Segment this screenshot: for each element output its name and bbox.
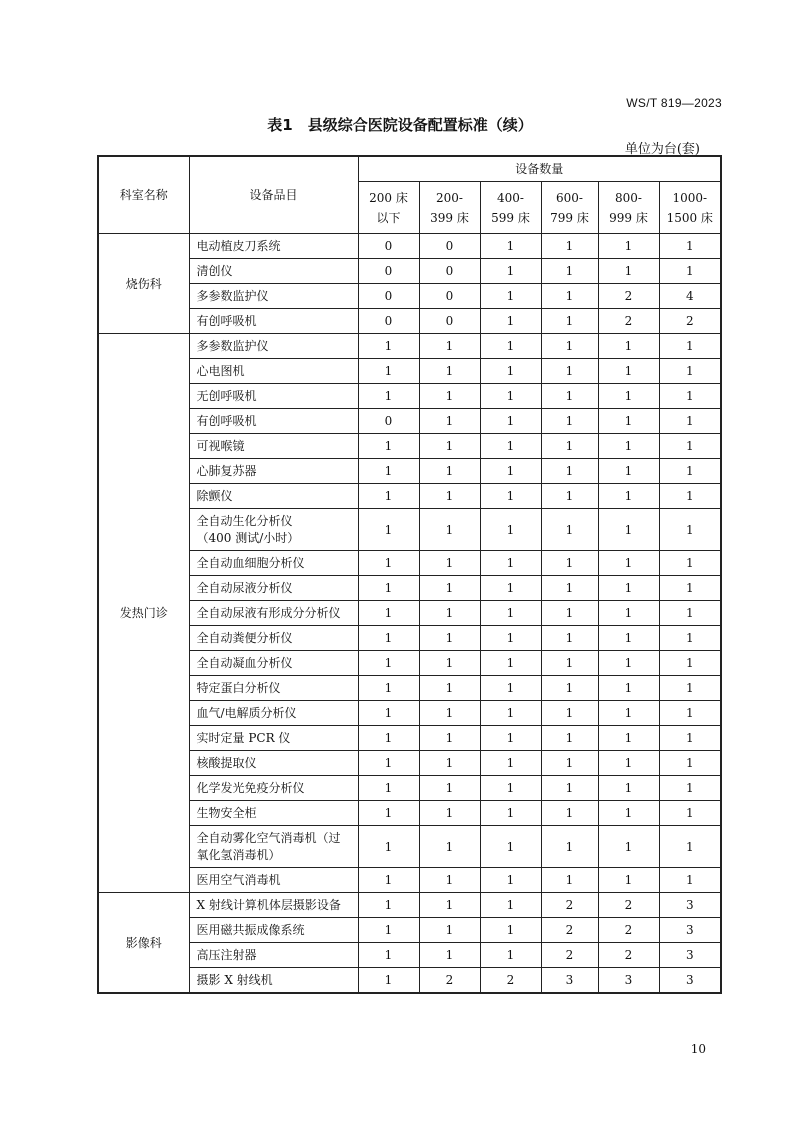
quantity-cell: 1 (419, 359, 480, 384)
quantity-cell: 1 (358, 651, 419, 676)
item-cell (189, 334, 358, 359)
item-cell (189, 676, 358, 701)
quantity-cell: 1 (541, 309, 598, 334)
quantity-cell: 1 (541, 551, 598, 576)
quantity-cell: 1 (598, 409, 659, 434)
quantity-cell: 1 (480, 576, 541, 601)
table-row (98, 676, 721, 701)
quantity-cell: 1 (480, 409, 541, 434)
quantity-cell: 1 (419, 651, 480, 676)
quantity-cell: 1 (659, 801, 721, 826)
quantity-cell: 1 (419, 626, 480, 651)
table-row (98, 868, 721, 893)
quantity-cell: 1 (598, 868, 659, 893)
quantity-cell: 1 (480, 284, 541, 309)
quantity-cell: 1 (358, 576, 419, 601)
quantity-cell: 1 (541, 484, 598, 509)
quantity-cell: 1 (419, 943, 480, 968)
table-row (98, 259, 721, 284)
table-row (98, 309, 721, 334)
bed-size-header: 1000- 1500 床 (659, 182, 721, 234)
table-title: 表1 县级综合医院设备配置标准（续） (267, 116, 533, 134)
item-text: 全自动血细胞分析仪 (196, 555, 305, 570)
item-cell (189, 801, 358, 826)
quantity-cell: 3 (659, 893, 721, 918)
item-text: 全自动生化分析仪 (196, 513, 293, 528)
table-row (98, 601, 721, 626)
table-row (98, 893, 721, 918)
item-text: 可视喉镜 (196, 438, 245, 453)
quantity-cell: 1 (659, 601, 721, 626)
item-text: 多参数监护仪 (196, 288, 269, 303)
quantity-cell: 1 (598, 359, 659, 384)
quantity-cell: 1 (541, 868, 598, 893)
quantity-cell: 1 (480, 384, 541, 409)
quantity-cell: 1 (598, 384, 659, 409)
item-cell (189, 259, 358, 284)
item-cell (189, 284, 358, 309)
quantity-cell: 1 (541, 284, 598, 309)
table-row (98, 726, 721, 751)
quantity-cell: 1 (419, 551, 480, 576)
bed-size-header: 400- 599 床 (480, 182, 541, 234)
quantity-cell: 1 (358, 751, 419, 776)
quantity-cell: 0 (358, 409, 419, 434)
item-cell (189, 826, 358, 868)
quantity-cell: 1 (480, 676, 541, 701)
item-cell (189, 359, 358, 384)
quantity-cell: 1 (541, 826, 598, 868)
quantity-cell: 2 (480, 968, 541, 994)
quantity-cell: 1 (480, 459, 541, 484)
item-text: 医用磁共振成像系统 (196, 922, 305, 937)
dept-cell: 影像科 (98, 893, 189, 994)
table-row (98, 359, 721, 384)
quantity-cell: 1 (541, 801, 598, 826)
quantity-cell: 1 (598, 576, 659, 601)
quantity-cell: 3 (659, 943, 721, 968)
item-cell (189, 626, 358, 651)
quantity-cell: 1 (659, 676, 721, 701)
quantity-cell: 1 (480, 359, 541, 384)
quantity-cell: 1 (480, 626, 541, 651)
quantity-cell: 1 (541, 409, 598, 434)
item-cell (189, 409, 358, 434)
quantity-cell: 1 (541, 626, 598, 651)
quantity-cell: 0 (419, 259, 480, 284)
table-row (98, 918, 721, 943)
quantity-cell: 1 (358, 968, 419, 994)
item-text: （400 测试/小时） (196, 530, 300, 545)
table-row (98, 459, 721, 484)
quantity-cell: 1 (419, 868, 480, 893)
quantity-cell: 1 (419, 434, 480, 459)
quantity-cell: 1 (358, 726, 419, 751)
quantity-cell: 1 (598, 726, 659, 751)
table-row (98, 484, 721, 509)
quantity-cell: 1 (419, 776, 480, 801)
table-row (98, 651, 721, 676)
bed-size-header: 800- 999 床 (598, 182, 659, 234)
quantity-cell: 1 (598, 601, 659, 626)
bed-size-header: 200- 399 床 (419, 182, 480, 234)
item-text: 心电图机 (196, 363, 245, 378)
item-cell (189, 576, 358, 601)
quantity-cell: 3 (598, 968, 659, 994)
quantity-cell: 1 (480, 801, 541, 826)
quantity-cell: 1 (598, 259, 659, 284)
item-cell (189, 459, 358, 484)
quantity-cell: 1 (480, 234, 541, 259)
item-text: 无创呼吸机 (196, 388, 257, 403)
item-text: 全自动尿液有形成分分析仪 (196, 605, 341, 620)
table-row (98, 576, 721, 601)
quantity-cell: 2 (598, 893, 659, 918)
quantity-cell: 2 (598, 309, 659, 334)
quantity-cell: 1 (659, 651, 721, 676)
document-code: WS/T 819—2023 (626, 96, 722, 110)
quantity-cell: 1 (419, 409, 480, 434)
quantity-cell: 1 (358, 626, 419, 651)
quantity-cell: 1 (358, 826, 419, 868)
quantity-cell: 1 (419, 601, 480, 626)
quantity-cell: 1 (598, 701, 659, 726)
quantity-cell: 1 (358, 484, 419, 509)
item-cell (189, 868, 358, 893)
quantity-cell: 1 (480, 726, 541, 751)
quantity-cell: 1 (419, 801, 480, 826)
table-row (98, 409, 721, 434)
table-row (98, 434, 721, 459)
quantity-cell: 1 (598, 509, 659, 551)
quantity-cell: 1 (541, 434, 598, 459)
quantity-cell: 1 (659, 509, 721, 551)
quantity-cell: 3 (659, 918, 721, 943)
quantity-cell: 1 (419, 676, 480, 701)
quantity-cell: 1 (541, 359, 598, 384)
quantity-cell: 1 (419, 726, 480, 751)
quantity-cell: 1 (480, 751, 541, 776)
item-text: 全自动粪便分析仪 (196, 630, 293, 645)
quantity-cell: 1 (659, 259, 721, 284)
dept-column-header: 科室名称 (98, 156, 189, 234)
quantity-cell: 2 (598, 918, 659, 943)
quantity-cell: 1 (659, 359, 721, 384)
dept-cell: 发热门诊 (98, 334, 189, 893)
table-row (98, 334, 721, 359)
quantity-cell: 1 (419, 576, 480, 601)
table-row (98, 776, 721, 801)
dept-cell: 烧伤科 (98, 234, 189, 334)
quantity-cell: 1 (598, 826, 659, 868)
quantity-cell: 1 (659, 751, 721, 776)
quantity-cell: 1 (541, 676, 598, 701)
quantity-cell: 1 (480, 893, 541, 918)
quantity-cell: 1 (659, 701, 721, 726)
quantity-cell: 1 (659, 459, 721, 484)
quantity-cell: 1 (358, 509, 419, 551)
quantity-cell: 1 (358, 801, 419, 826)
item-cell (189, 751, 358, 776)
item-text: 有创呼吸机 (196, 413, 257, 428)
equipment-table (97, 155, 722, 994)
table-row (98, 626, 721, 651)
item-cell (189, 968, 358, 994)
quantity-cell: 1 (659, 234, 721, 259)
table-row (98, 751, 721, 776)
quantity-cell: 1 (358, 334, 419, 359)
item-text: 电动植皮刀系统 (196, 238, 281, 253)
quantity-cell: 3 (541, 968, 598, 994)
quantity-cell: 1 (659, 868, 721, 893)
quantity-cell: 1 (358, 868, 419, 893)
item-cell (189, 551, 358, 576)
item-text: 特定蛋白分析仪 (196, 680, 281, 695)
item-text: 高压注射器 (196, 947, 257, 962)
quantity-cell: 1 (541, 726, 598, 751)
quantity-cell: 1 (541, 651, 598, 676)
quantity-cell: 0 (358, 234, 419, 259)
table-body (98, 234, 721, 994)
item-cell (189, 701, 358, 726)
quantity-cell: 1 (541, 601, 598, 626)
quantity-cell: 1 (358, 918, 419, 943)
quantity-cell: 2 (659, 309, 721, 334)
quantity-cell: 1 (541, 334, 598, 359)
quantity-cell: 1 (358, 459, 419, 484)
item-text: 生物安全柜 (196, 805, 257, 820)
item-text: 全自动雾化空气消毒机（过 (196, 830, 341, 845)
quantity-cell: 1 (480, 776, 541, 801)
quantity-cell: 1 (480, 868, 541, 893)
quantity-cell: 1 (598, 551, 659, 576)
quantity-cell: 1 (598, 459, 659, 484)
item-text: 全自动尿液分析仪 (196, 580, 293, 595)
bed-size-header: 600- 799 床 (541, 182, 598, 234)
quantity-cell: 0 (419, 234, 480, 259)
item-cell (189, 893, 358, 918)
item-text: 实时定量 PCR 仪 (196, 730, 291, 745)
quantity-cell: 1 (358, 359, 419, 384)
quantity-cell: 1 (358, 776, 419, 801)
quantity-cell: 1 (598, 484, 659, 509)
item-text: 有创呼吸机 (196, 313, 257, 328)
quantity-cell: 1 (659, 776, 721, 801)
unit-note: 单位为台(套) (624, 142, 700, 157)
table-row (98, 968, 721, 994)
item-column-header: 设备品目 (189, 156, 358, 234)
item-text: 清创仪 (196, 263, 233, 278)
quantity-cell: 1 (419, 826, 480, 868)
item-cell (189, 484, 358, 509)
quantity-cell: 1 (541, 509, 598, 551)
quantity-cell: 1 (541, 259, 598, 284)
quantity-cell: 1 (598, 234, 659, 259)
quantity-cell: 0 (419, 309, 480, 334)
quantity-cell: 1 (659, 484, 721, 509)
quantity-cell: 1 (541, 751, 598, 776)
item-text: 血气/电解质分析仪 (196, 705, 297, 720)
quantity-cell: 1 (358, 551, 419, 576)
quantity-cell: 1 (419, 701, 480, 726)
quantity-cell: 0 (358, 309, 419, 334)
quantity-cell: 1 (659, 334, 721, 359)
quantity-cell: 1 (480, 651, 541, 676)
table-row (98, 826, 721, 868)
quantity-cell: 0 (419, 284, 480, 309)
quantity-cell: 1 (598, 676, 659, 701)
quantity-cell: 1 (419, 334, 480, 359)
quantity-cell: 1 (659, 826, 721, 868)
quantity-cell: 2 (541, 943, 598, 968)
quantity-cell: 1 (541, 384, 598, 409)
item-text: 医用空气消毒机 (196, 872, 281, 887)
quantity-cell: 1 (541, 776, 598, 801)
item-cell (189, 651, 358, 676)
quantity-cell: 1 (541, 234, 598, 259)
item-text: 摄影 X 射线机 (196, 972, 273, 987)
quantity-cell: 1 (419, 751, 480, 776)
quantity-cell: 1 (541, 701, 598, 726)
table-row (98, 801, 721, 826)
item-text: 心肺复苏器 (196, 463, 257, 478)
quantity-cell: 1 (659, 384, 721, 409)
quantity-cell: 1 (659, 726, 721, 751)
quantity-cell: 1 (419, 893, 480, 918)
quantity-cell: 1 (419, 484, 480, 509)
quantity-cell: 2 (419, 968, 480, 994)
table-row (98, 284, 721, 309)
quantity-cell: 1 (480, 509, 541, 551)
item-cell (189, 384, 358, 409)
quantity-cell: 1 (358, 943, 419, 968)
quantity-cell: 1 (358, 601, 419, 626)
quantity-cell: 1 (598, 334, 659, 359)
quantity-cell: 1 (358, 893, 419, 918)
item-text: 全自动凝血分析仪 (196, 655, 293, 670)
quantity-cell: 1 (358, 434, 419, 459)
item-cell (189, 918, 358, 943)
item-cell (189, 434, 358, 459)
table-row (98, 943, 721, 968)
quantity-cell: 1 (419, 459, 480, 484)
quantity-cell: 1 (598, 776, 659, 801)
quantity-column-header: 设备数量 (358, 156, 721, 182)
quantity-cell: 1 (480, 434, 541, 459)
table-row (98, 234, 721, 259)
quantity-cell: 1 (598, 434, 659, 459)
table-row (98, 509, 721, 551)
item-text: 核酸提取仪 (196, 755, 257, 770)
quantity-cell: 1 (480, 701, 541, 726)
item-cell (189, 234, 358, 259)
quantity-cell: 4 (659, 284, 721, 309)
quantity-cell: 1 (659, 576, 721, 601)
item-cell (189, 601, 358, 626)
page-number: 10 (690, 1042, 706, 1056)
quantity-cell: 1 (480, 826, 541, 868)
quantity-cell: 0 (358, 284, 419, 309)
quantity-cell: 1 (419, 918, 480, 943)
quantity-cell: 1 (598, 651, 659, 676)
quantity-cell: 1 (541, 576, 598, 601)
item-cell (189, 509, 358, 551)
quantity-cell: 1 (598, 801, 659, 826)
quantity-cell: 1 (659, 626, 721, 651)
quantity-cell: 1 (480, 334, 541, 359)
bed-size-header: 200 床 以下 (358, 182, 419, 234)
table-row (98, 384, 721, 409)
quantity-cell: 2 (541, 918, 598, 943)
item-cell (189, 726, 358, 751)
item-text: 氧化氢消毒机） (196, 847, 281, 862)
item-text: 化学发光免疫分析仪 (196, 780, 305, 795)
quantity-cell: 1 (358, 384, 419, 409)
item-text: 除颤仪 (196, 488, 233, 503)
quantity-cell: 1 (480, 918, 541, 943)
quantity-cell: 2 (541, 893, 598, 918)
quantity-cell: 1 (419, 509, 480, 551)
quantity-cell: 1 (480, 259, 541, 284)
quantity-cell: 1 (541, 459, 598, 484)
quantity-cell: 1 (480, 484, 541, 509)
quantity-cell: 1 (659, 409, 721, 434)
quantity-cell: 1 (598, 751, 659, 776)
quantity-cell: 1 (480, 601, 541, 626)
item-cell (189, 943, 358, 968)
quantity-cell: 3 (659, 968, 721, 994)
quantity-cell: 1 (480, 551, 541, 576)
quantity-cell: 1 (358, 701, 419, 726)
quantity-cell: 0 (358, 259, 419, 284)
item-text: 多参数监护仪 (196, 338, 269, 353)
item-cell (189, 309, 358, 334)
table-row (98, 701, 721, 726)
quantity-cell: 1 (598, 626, 659, 651)
quantity-cell: 1 (480, 943, 541, 968)
quantity-cell: 1 (358, 676, 419, 701)
quantity-cell: 1 (659, 551, 721, 576)
quantity-cell: 2 (598, 284, 659, 309)
item-cell (189, 776, 358, 801)
quantity-cell: 1 (419, 384, 480, 409)
quantity-cell: 1 (659, 434, 721, 459)
item-text: X 射线计算机体层摄影设备 (196, 897, 341, 912)
quantity-cell: 1 (480, 309, 541, 334)
quantity-cell: 2 (598, 943, 659, 968)
table-row (98, 551, 721, 576)
